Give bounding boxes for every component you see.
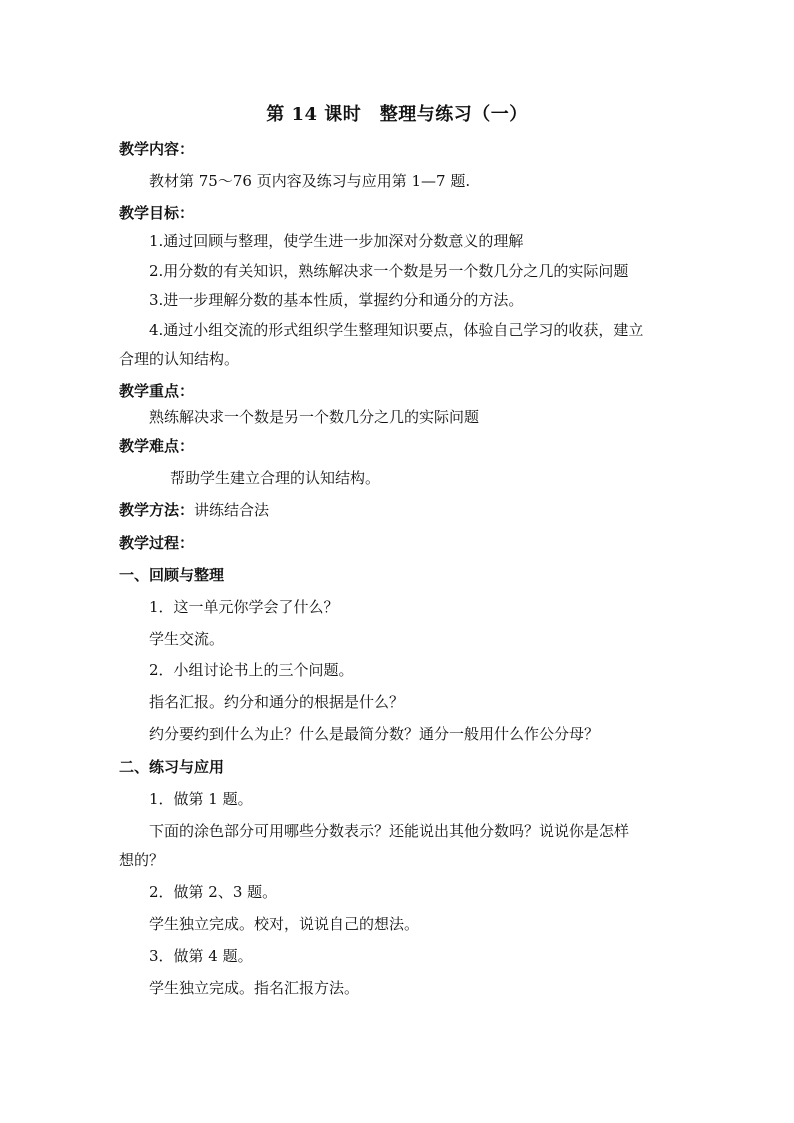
goal-item: 4.通过小组交流的形式组织学生整理知识要点，体验自己学习的收获，建立 — [149, 321, 644, 339]
content-heading: 教学内容： — [119, 140, 195, 158]
focus-heading: 教学重点： — [119, 382, 195, 400]
page-title: 第 14 课时 整理与练习（一） — [266, 104, 528, 125]
part1-line: 约分要约到什么为止？什么是最简分数？通分一般用什么作公分母？ — [149, 725, 600, 743]
part2-heading: 二、练习与应用 — [119, 758, 225, 776]
goals-heading: 教学目标： — [119, 204, 195, 222]
part1-line: 学生交流。 — [149, 630, 225, 648]
part2-line: 3．做第 4 题。 — [149, 947, 253, 965]
part2-line: 2．做第 2、3 题。 — [149, 883, 278, 901]
part2-line: 学生独立完成。校对，说说自己的想法。 — [149, 915, 420, 933]
part2-line-continuation: 想的？ — [119, 851, 165, 869]
part1-line: 2．小组讨论书上的三个问题。 — [149, 661, 354, 679]
focus-text: 熟练解决求一个数是另一个数几分之几的实际问题 — [149, 408, 480, 426]
part1-line: 指名汇报。约分和通分的根据是什么？ — [149, 693, 405, 711]
goal-item: 3.进一步理解分数的基本性质，掌握约分和通分的方法。 — [149, 291, 524, 309]
goal-item-continuation: 合理的认知结构。 — [119, 350, 240, 368]
method-value: 讲练结合法 — [194, 501, 270, 519]
goal-item: 1.通过回顾与整理，使学生进一步加深对分数意义的理解 — [149, 232, 524, 250]
part2-line: 下面的涂色部分可用哪些分数表示？还能说出其他分数吗？说说你是怎样 — [149, 822, 630, 840]
part1-line: 1．这一单元你学会了什么？ — [149, 598, 339, 616]
method-label: 教学方法： — [119, 501, 195, 519]
part2-line: 学生独立完成。指名汇报方法。 — [149, 979, 360, 997]
part2-line: 1．做第 1 题。 — [149, 790, 253, 808]
content-text: 教材第 75～76 页内容及练习与应用第 1—7 题. — [149, 172, 471, 190]
process-heading: 教学过程： — [119, 534, 195, 552]
difficulty-text: 帮助学生建立合理的认知结构。 — [170, 469, 381, 487]
difficulty-heading: 教学难点： — [119, 437, 195, 455]
method-line — [119, 500, 269, 520]
part1-heading: 一、回顾与整理 — [119, 566, 225, 584]
goal-item: 2.用分数的有关知识，熟练解决求一个数是另一个数几分之几的实际问题 — [149, 262, 629, 280]
